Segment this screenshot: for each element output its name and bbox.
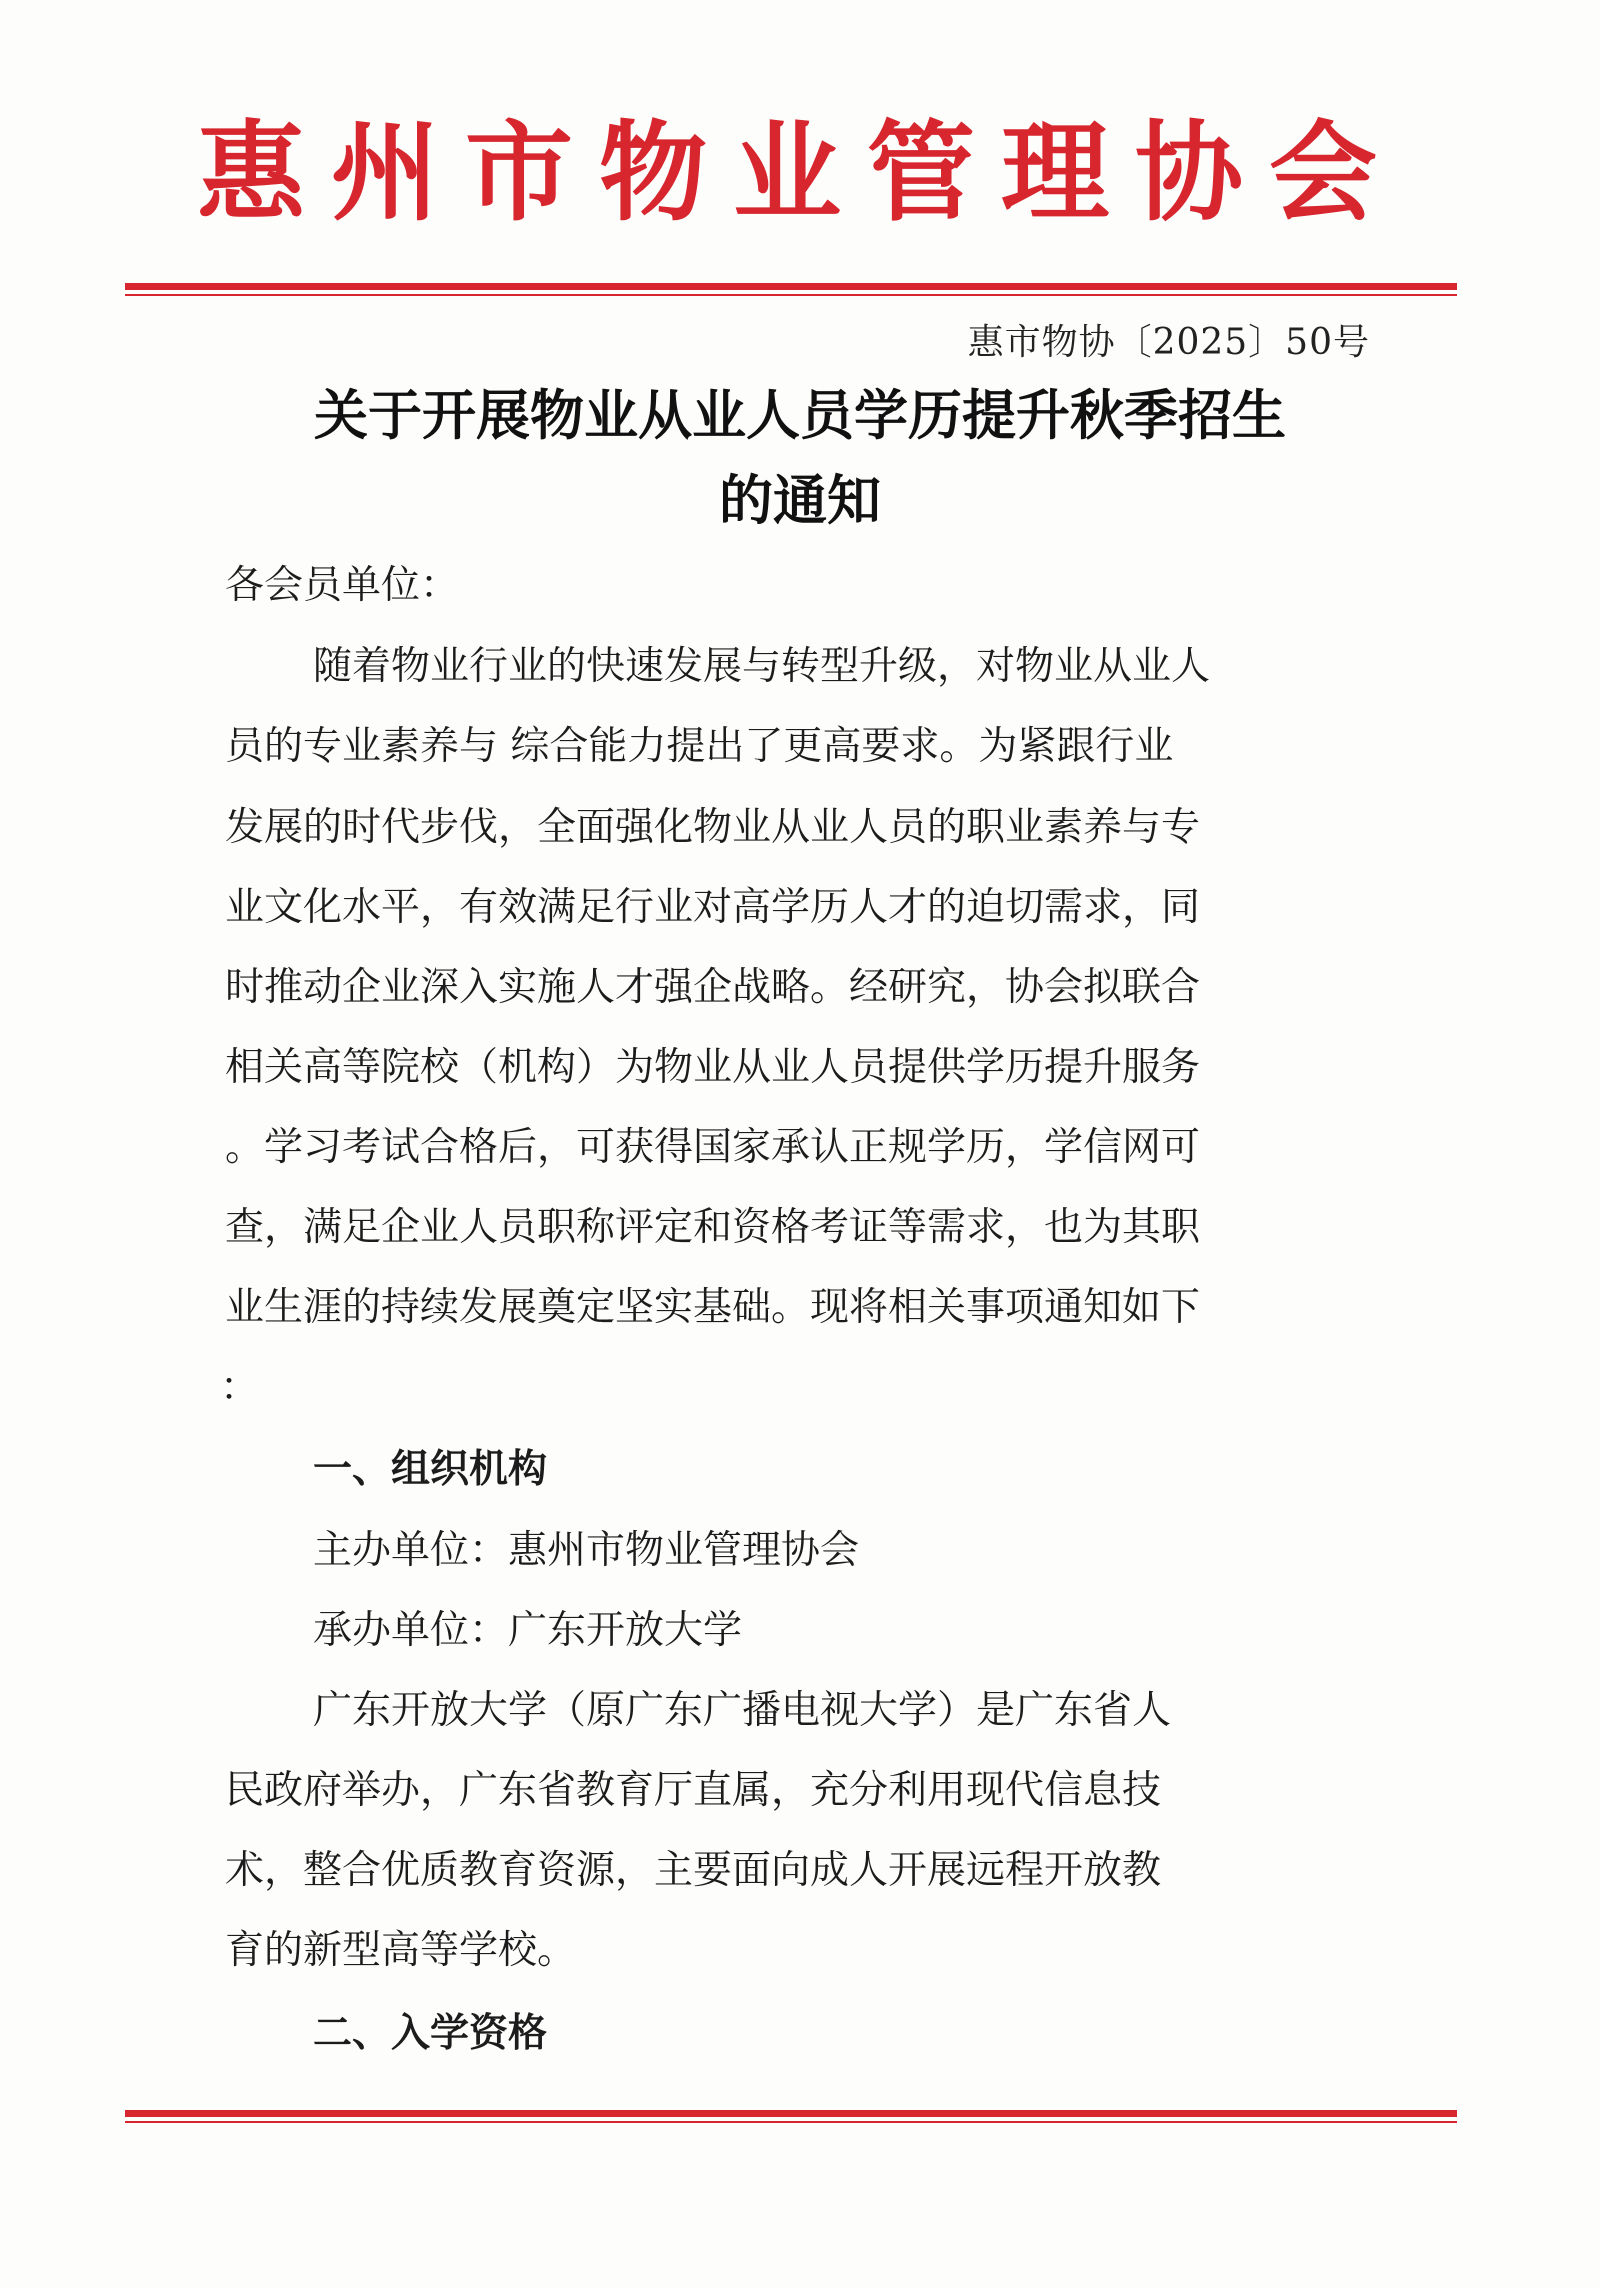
section-heading-eligibility: 二、入学资格 bbox=[313, 2011, 548, 2056]
footer-rule-thick bbox=[125, 2110, 1457, 2117]
paragraph-line: 随着物业行业的快速发展与转型升级，对物业从业人 bbox=[313, 644, 1211, 689]
paragraph-line: 术，整合优质教育资源，主要面向成人开展远程开放教 bbox=[225, 1848, 1162, 1893]
paragraph-line: 业文化水平，有效满足行业对高学历人才的迫切需求，同 bbox=[225, 885, 1201, 930]
host-unit-line: 主办单位：惠州市物业管理协会 bbox=[313, 1528, 860, 1573]
notice-title-line-1: 关于开展物业从业人员学历提升秋季招生 bbox=[314, 383, 1286, 447]
paragraph-line: 民政府举办，广东省教育厅直属，充分利用现代信息技 bbox=[225, 1768, 1162, 1813]
paragraph-line: 育的新型高等学校。 bbox=[225, 1928, 577, 1973]
letterhead-rule-thin bbox=[125, 294, 1457, 296]
paragraph-line: 时推动企业深入实施人才强企战略。经研究，协会拟联合 bbox=[225, 965, 1201, 1010]
letterhead-rule-thick bbox=[125, 283, 1457, 290]
section-heading-organization: 一、组织机构 bbox=[313, 1447, 548, 1492]
paragraph-line: 。学习考试合格后，可获得国家承认正规学历，学信网可 bbox=[225, 1125, 1201, 1170]
paragraph-line: 广东开放大学（原广东广播电视大学）是广东省人 bbox=[313, 1688, 1172, 1733]
paragraph-line: 相关高等院校（机构）为物业从业人员提供学历提升服务 bbox=[225, 1045, 1201, 1090]
organizer-unit-line: 承办单位：广东开放大学 bbox=[313, 1608, 743, 1653]
paragraph-line: 业生涯的持续发展奠定坚实基础。现将相关事项通知如下 bbox=[225, 1285, 1201, 1330]
salutation: 各会员单位： bbox=[225, 563, 460, 608]
paragraph-line: 员的专业素养与 综合能力提出了更高要求。为紧跟行业 bbox=[225, 724, 1174, 769]
document-number: 惠市物协〔2025〕50号 bbox=[967, 322, 1370, 363]
paragraph-line: ： bbox=[220, 1365, 260, 1410]
org-letterhead-title: 惠州市物业管理协会 bbox=[196, 111, 1403, 236]
notice-title-line-2: 的通知 bbox=[719, 468, 881, 532]
footer-rule-thin bbox=[125, 2121, 1457, 2123]
paragraph-line: 发展的时代步伐，全面强化物业从业人员的职业素养与专 bbox=[225, 805, 1201, 850]
paragraph-line: 查，满足企业人员职称评定和资格考证等需求，也为其职 bbox=[225, 1205, 1201, 1250]
